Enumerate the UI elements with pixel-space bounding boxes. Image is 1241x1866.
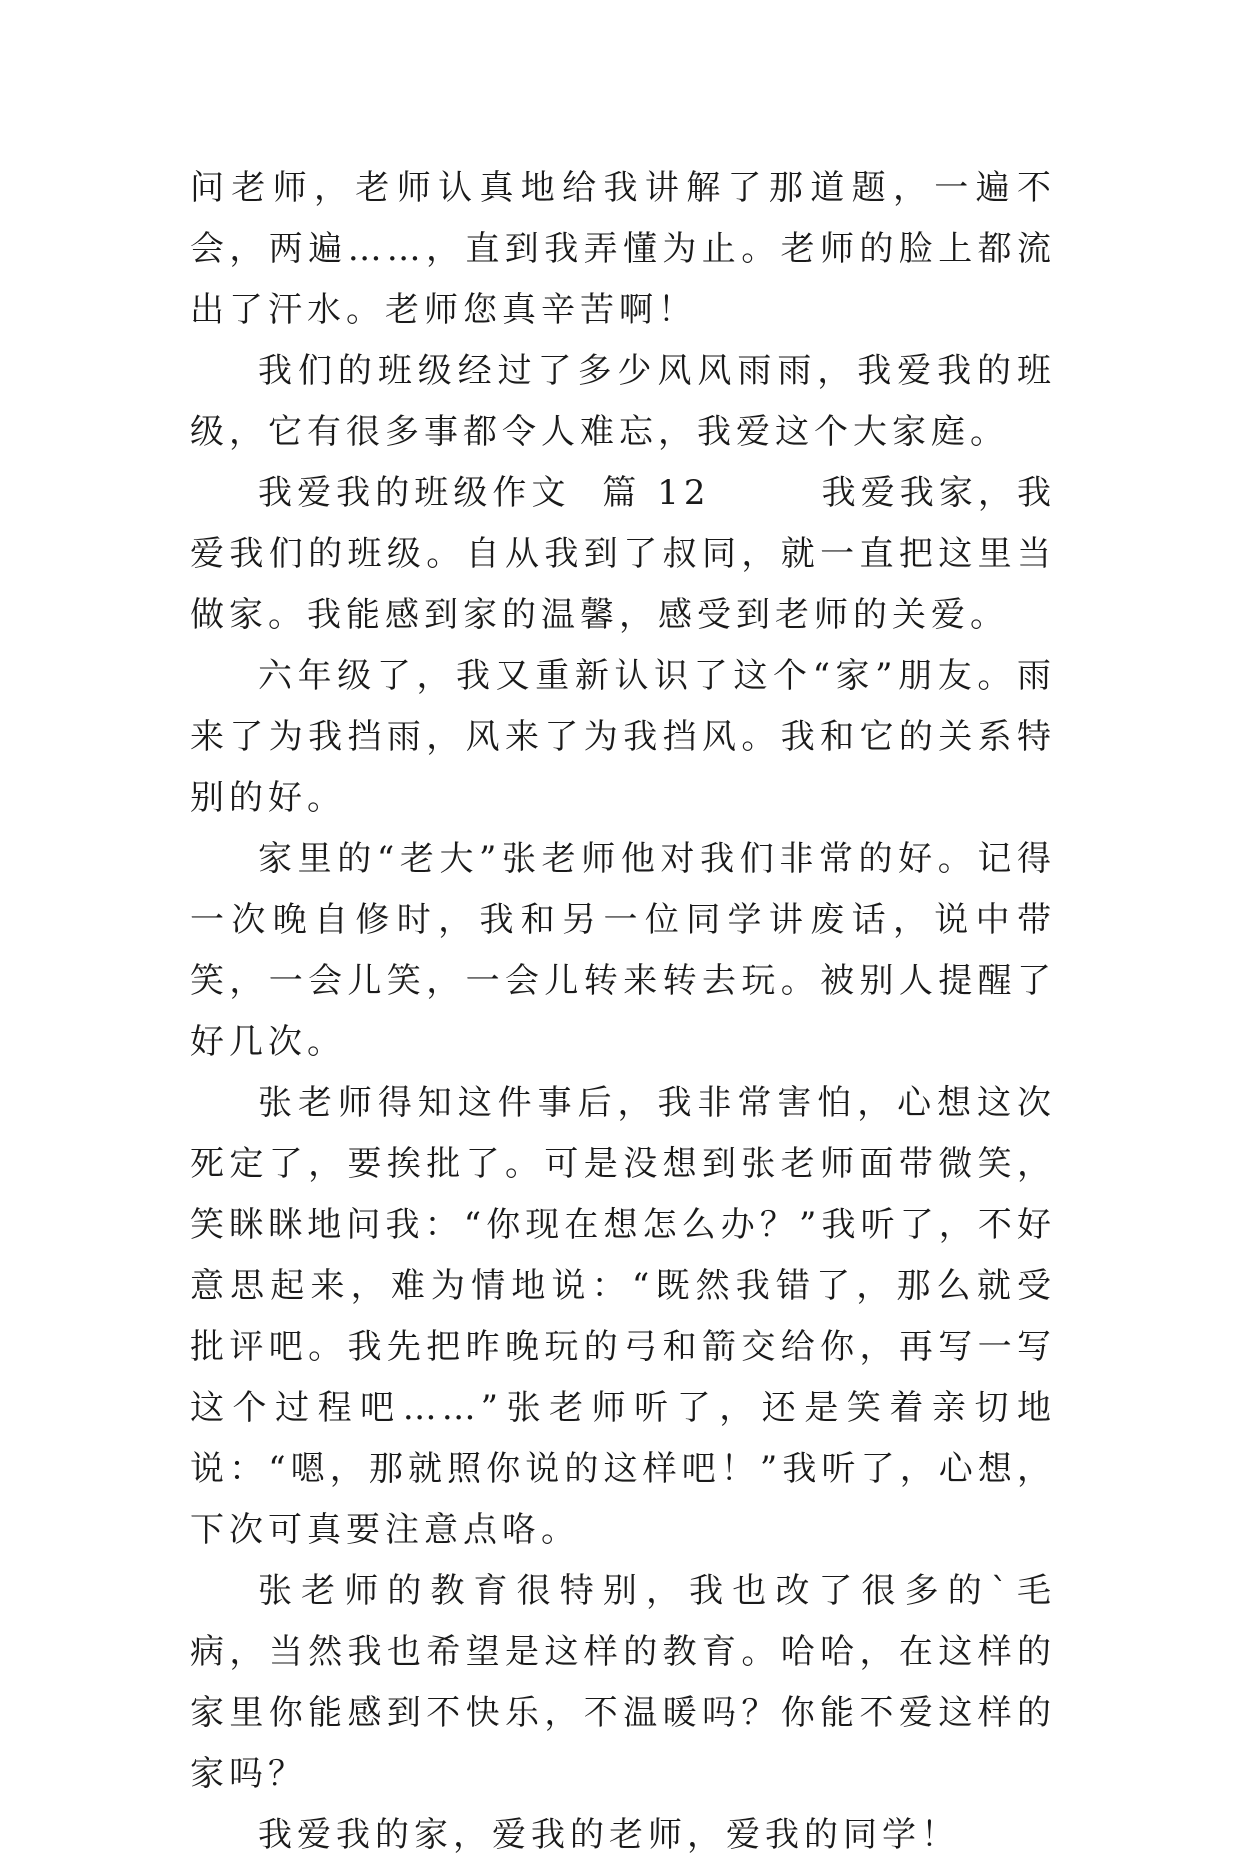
essay-body	[190, 158, 1056, 1866]
paragraph-1: 问老师，老师认真地给我讲解了那道题，一遍不会，两遍……，直到我弄懂为止。老师的脸上都流出了汗水。老师您真辛苦啊！	[190, 168, 1056, 330]
paragraph-8: 我爱我的家，爱我的老师，爱我的同学！	[258, 1815, 960, 1855]
paragraph-3: 我爱我的班级作文 篇 12 我爱我家，我爱我们的班级。自从我到了叔同，就一直把这里当做家。我能感到家的温馨，感受到老师的关爱。	[190, 473, 1056, 635]
paragraph-7: 张老师的教育很特别，我也改了很多的`毛病，当然我也希望是这样的教育。哈哈，在这样的家里你能感到不快乐，不温暖吗？你能不爱这样的家吗？	[190, 1571, 1056, 1794]
paragraph-4: 六年级了，我又重新认识了这个“家”朋友。雨来了为我挡雨，风来了为我挡风。我和它的关系特别的好。	[190, 656, 1056, 818]
paragraph-5: 家里的“老大”张老师他对我们非常的好。记得一次晚自修时，我和另一位同学讲废话，说中带笑，一会儿笑，一会儿转来转去玩。被别人提醒了好几次。	[190, 839, 1056, 1062]
paragraph-6: 张老师得知这件事后，我非常害怕，心想这次死定了，要挨批了。可是没想到张老师面带微笑，笑眯眯地问我：“你现在想怎么办？”我听了，不好意思起来，难为情地说：“既然我错了，那么就受批评吧。我先把昨晚玩的弓和箭交给你，再写一写这个过程吧……”张老师听了，还是笑着亲切地说：“嗯，那就照你说的这样吧！”我听了，心想，下次可真要注意点咯。	[190, 1083, 1056, 1550]
paragraph-2: 我们的班级经过了多少风风雨雨，我爱我的班级，它有很多事都令人难忘，我爱这个大家庭。	[190, 351, 1056, 452]
